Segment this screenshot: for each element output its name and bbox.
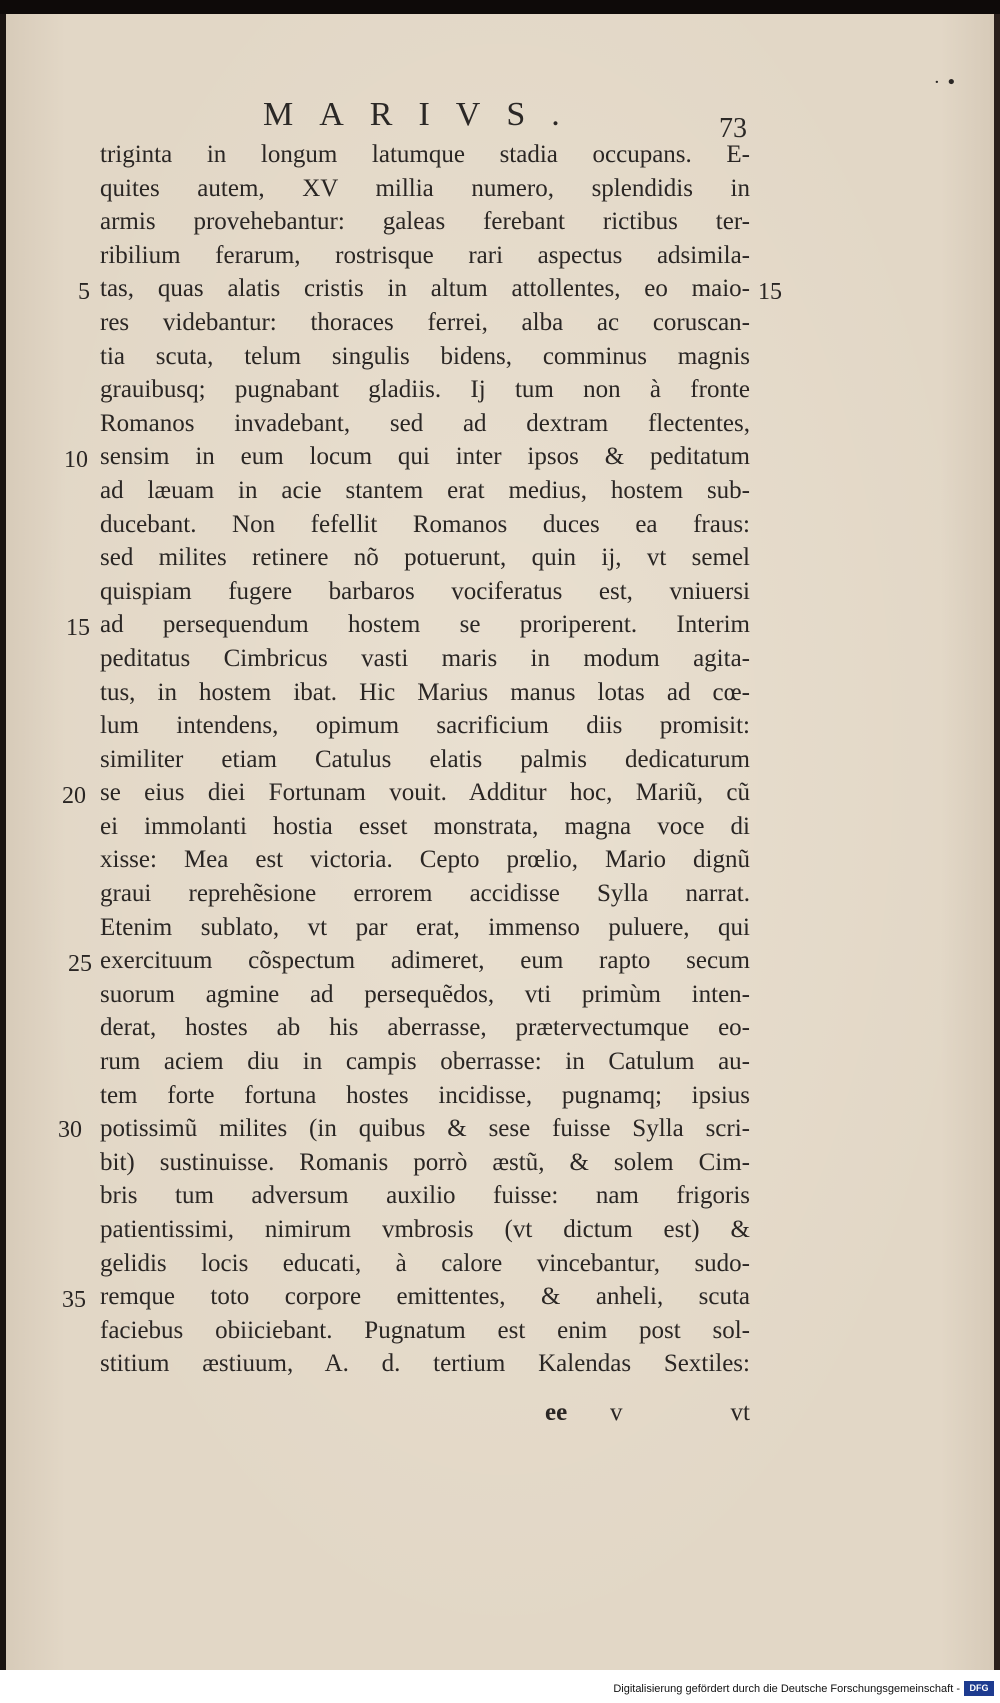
right-edge: [994, 14, 1000, 1670]
line-number-left: 25: [68, 951, 92, 977]
text-line: ducebant. Non fefellit Romanos duces ea fraus:: [100, 510, 750, 538]
text-line: graui reprehẽsione errorem accidisse Sylla narrat.: [100, 880, 750, 908]
line-number-left: 15: [66, 615, 90, 641]
top-edge: [0, 0, 1000, 14]
text-block: [100, 138, 750, 1381]
text-line: tas, quas alatis cristis in altum attollentes, eo maio-: [100, 275, 750, 303]
text-line: quispiam fugere barbaros vociferatus est, vniuersi: [100, 577, 750, 605]
text-line: se eius diei Fortunam vouit. Additur hoc, Mariũ, cũ: [100, 779, 750, 807]
text-line: similiter etiam Catulus elatis palmis dedicaturum: [100, 745, 750, 773]
text-line: bit) sustinuisse. Romanis porrò æstũ, & solem Cim-: [100, 1148, 750, 1176]
text-line: quites autem, XV millia numero, splendidis in: [100, 174, 750, 202]
footer-credit: Digitalisierung gefördert durch die Deutsche Forschungsgemeinschaft -: [613, 1683, 960, 1695]
catchword: vt: [730, 1399, 750, 1426]
text-line: gelidis locis educati, à calore vincebantur, sudo-: [100, 1249, 750, 1277]
line-number-left: 30: [58, 1117, 82, 1143]
text-line: tem forte fortuna hostes incidisse, pugnamq; ipsius: [100, 1081, 750, 1109]
text-line: suorum agmine ad persequẽdos, vti primùm inten-: [100, 980, 750, 1008]
running-head: MARIVS.: [263, 96, 586, 133]
text-line: remque toto corpore emittentes, & anheli, scuta: [100, 1283, 750, 1311]
text-line: triginta in longum latumque stadia occupans. E-: [100, 141, 750, 168]
margin-dot: •: [946, 72, 957, 93]
text-line: ribilium ferarum, rostrisque rari aspectus adsimila-: [100, 241, 750, 269]
text-line: res videbantur: thoraces ferrei, alba ac coruscan-: [100, 308, 750, 336]
signature-letter: v: [610, 1399, 623, 1426]
text-line: peditatus Cimbricus vasti maris in modum agita-: [100, 644, 750, 672]
text-line: exercituum cõspectum adimeret, eum rapto secum: [100, 947, 750, 975]
text-line: tus, in hostem ibat. Hic Marius manus lotas ad cœ-: [100, 678, 750, 706]
text-line: armis provehebantur: galeas ferebant rictibus ter-: [100, 208, 750, 236]
catchword-row: [490, 1399, 750, 1431]
text-line: patientissimi, nimirum vmbrosis (vt dictum est) &: [100, 1216, 750, 1243]
line-number-left: 5: [78, 279, 90, 305]
dfg-logo: DFG: [964, 1681, 994, 1696]
text-line: derat, hostes ab his aberrasse, prætervectumque eo-: [100, 1014, 750, 1042]
text-line: grauibusq; pugnabant gladiis. Ij tum non à fronte: [100, 376, 750, 404]
text-line: faciebus obiiciebant. Pugnatum est enim post sol-: [100, 1316, 750, 1344]
signature-mark: ee: [545, 1399, 568, 1426]
text-line: Romanos invadebant, sed ad dextram flectentes,: [100, 409, 750, 437]
line-number-left: 10: [64, 447, 88, 473]
line-number-left: 20: [62, 783, 86, 809]
text-line: Etenim sublato, vt par erat, immenso puluere, qui: [100, 913, 750, 941]
text-line: bris tum adversum auxilio fuisse: nam frigoris: [100, 1182, 750, 1210]
text-line: sensim in eum locum qui inter ipsos & peditatum: [100, 443, 750, 471]
text-line: lum intendens, opimum sacrificium diis promisit:: [100, 712, 750, 740]
text-line: rum aciem diu in campis oberrasse: in Catulum au-: [100, 1048, 750, 1076]
text-line: xisse: Mea est victoria. Cepto prœlio, Mario dignũ: [100, 846, 750, 874]
margin-dot: ·: [934, 72, 940, 93]
text-line: tia scuta, telum singulis bidens, comminus magnis: [100, 342, 750, 370]
text-line: ad læuam in acie stantem erat medius, hostem sub-: [100, 476, 750, 504]
text-line: sed milites retinere nõ potuerunt, quin ij, vt semel: [100, 544, 750, 572]
page-number: 73: [719, 113, 747, 144]
line-number-left: 35: [62, 1287, 86, 1313]
text-line: ad persequendum hostem se proriperent. Interim: [100, 611, 750, 639]
text-line: ei immolanti hostia esset monstrata, magna voce di: [100, 812, 750, 840]
line-number-right: 15: [758, 279, 782, 305]
text-line: stitium æstiuum, A. d. tertium Kalendas Sextiles:: [100, 1350, 750, 1378]
text-line: potissimũ milites (in quibus & sese fuisse Sylla scri-: [100, 1115, 750, 1143]
